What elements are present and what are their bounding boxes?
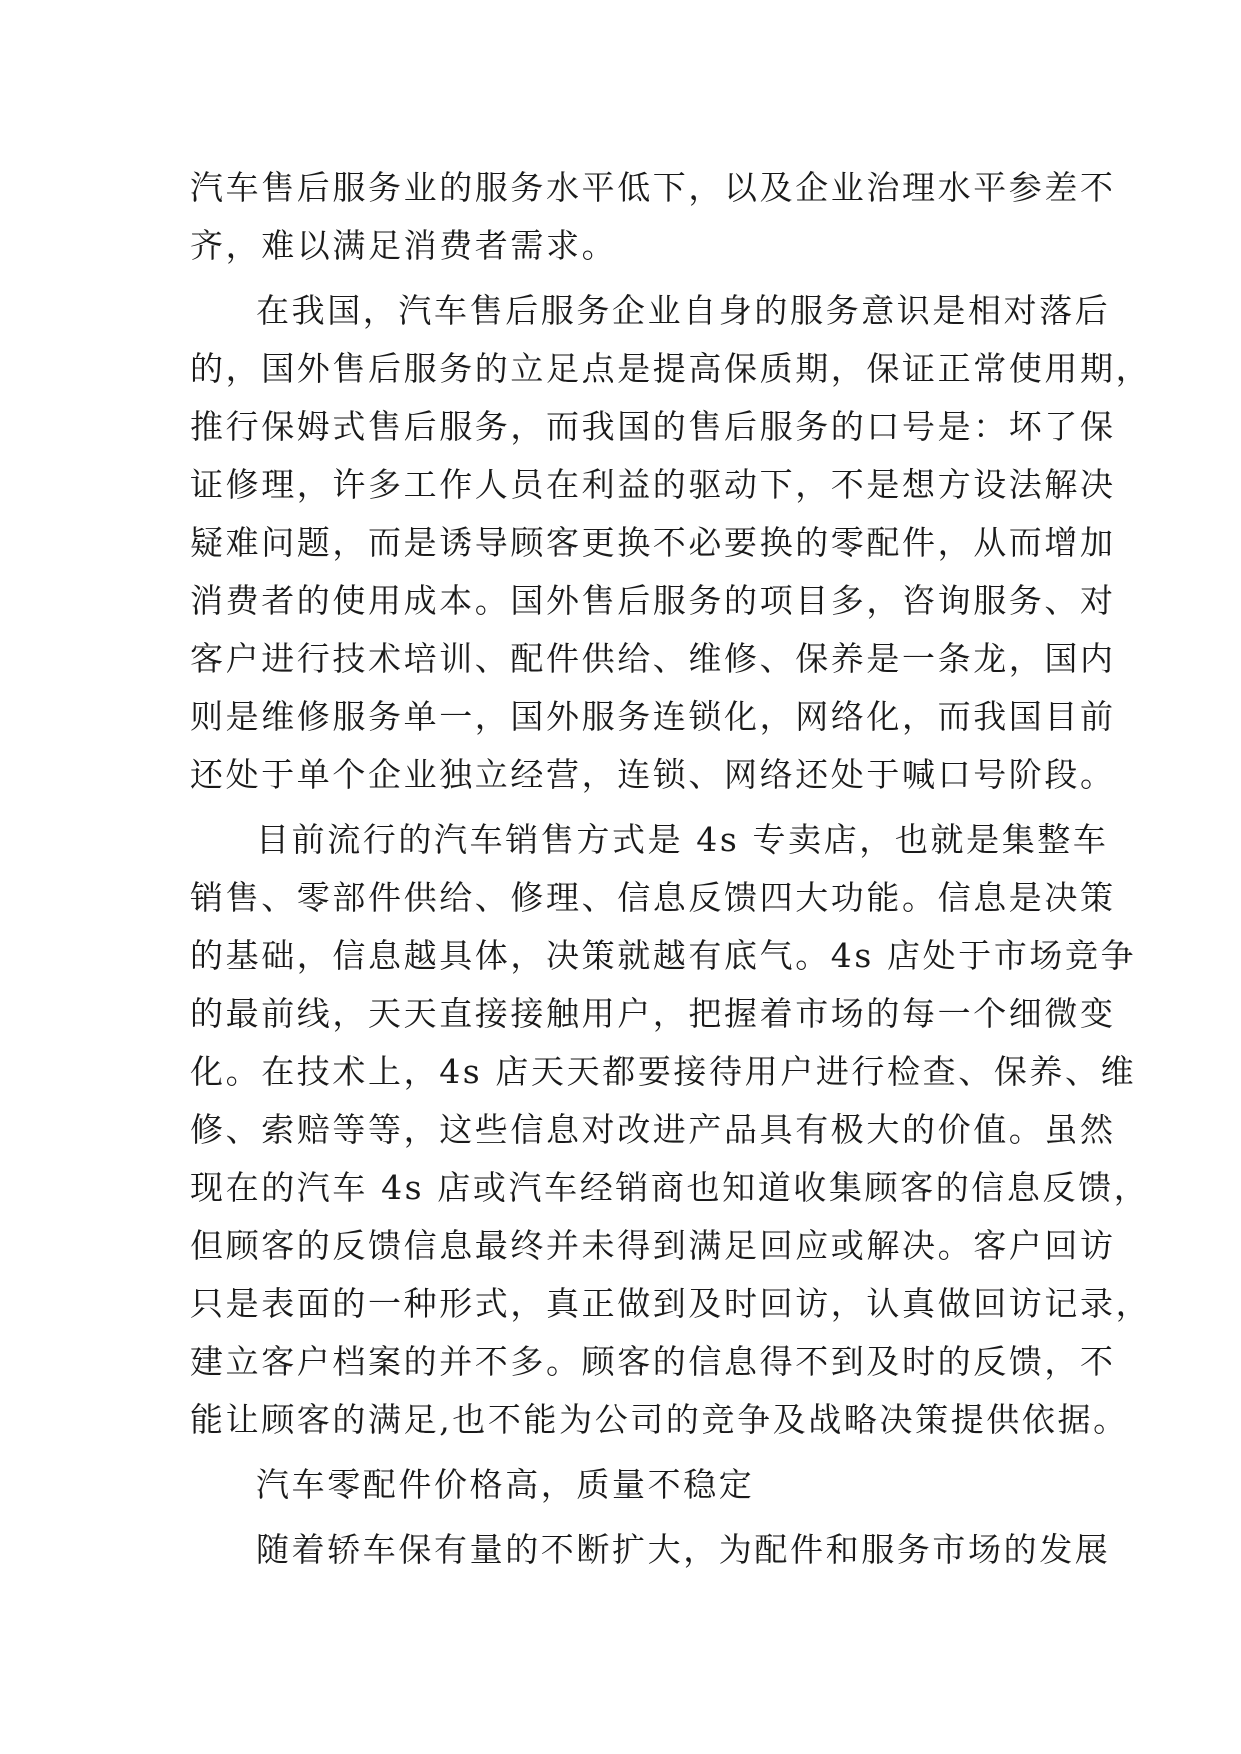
text-line: 建立客户档案的并不多。顾客的信息得不到及时的反馈，不 [190, 1342, 1116, 1381]
text-line: 则是维修服务单一，国外服务连锁化，网络化，而我国目前 [190, 697, 1116, 736]
text-line: 修、索赔等等，这些信息对改进产品具有极大的价值。虽然 [190, 1110, 1116, 1149]
text-line: 客户进行技术培训、配件供给、维修、保养是一条龙，国内 [190, 639, 1116, 678]
text-line: 疑难问题，而是诱导顾客更换不必要换的零配件，从而增加 [190, 523, 1116, 562]
text-line: 证修理，许多工作人员在利益的驱动下，不是想方设法解决 [190, 465, 1116, 504]
text-line: 消费者的使用成本。国外售后服务的项目多，咨询服务、对 [190, 581, 1116, 620]
text-line: 销售、零部件供给、修理、信息反馈四大功能。信息是决策 [190, 878, 1116, 917]
text-line: 能让顾客的满足,也不能为公司的竞争及战略决策提供依据。 [190, 1400, 1129, 1439]
text-line: 齐，难以满足消费者需求。 [190, 226, 618, 265]
text-line: 的基础，信息越具体，决策就越有底气。4s 店处于市场竞争 [190, 936, 1137, 975]
text-line: 推行保姆式售后服务，而我国的售后服务的口号是：坏了保 [190, 407, 1116, 446]
text-line: 现在的汽车 4s 店或汽车经销商也知道收集顾客的信息反馈， [190, 1168, 1150, 1207]
text-line: 的，国外售后服务的立足点是提高保质期，保证正常使用期， [190, 349, 1152, 388]
text-line: 但顾客的反馈信息最终并未得到满足回应或解决。客户回访 [190, 1226, 1116, 1265]
paragraph-first-line: 目前流行的汽车销售方式是 4s 专卖店，也就是集整车 [256, 820, 1109, 859]
text-line: 化。在技术上，4s 店天天都要接待用户进行检查、保养、维 [190, 1052, 1137, 1091]
text-line: 的最前线，天天直接接触用户，把握着市场的每一个细微变 [190, 994, 1116, 1033]
paragraph-first-line: 随着轿车保有量的不断扩大，为配件和服务市场的发展 [256, 1530, 1111, 1569]
body-text [190, 159, 1152, 1579]
text-line: 只是表面的一种形式，真正做到及时回访，认真做回访记录， [190, 1284, 1152, 1323]
text-line: 汽车售后服务业的服务水平低下，以及企业治理水平参差不 [190, 168, 1116, 207]
paragraph-first-line: 在我国，汽车售后服务企业自身的服务意识是相对落后 [256, 291, 1111, 330]
text-line: 还处于单个企业独立经营，连锁、网络还处于喊口号阶段。 [190, 755, 1116, 794]
section-heading: 汽车零配件价格高，质量不稳定 [256, 1465, 755, 1504]
